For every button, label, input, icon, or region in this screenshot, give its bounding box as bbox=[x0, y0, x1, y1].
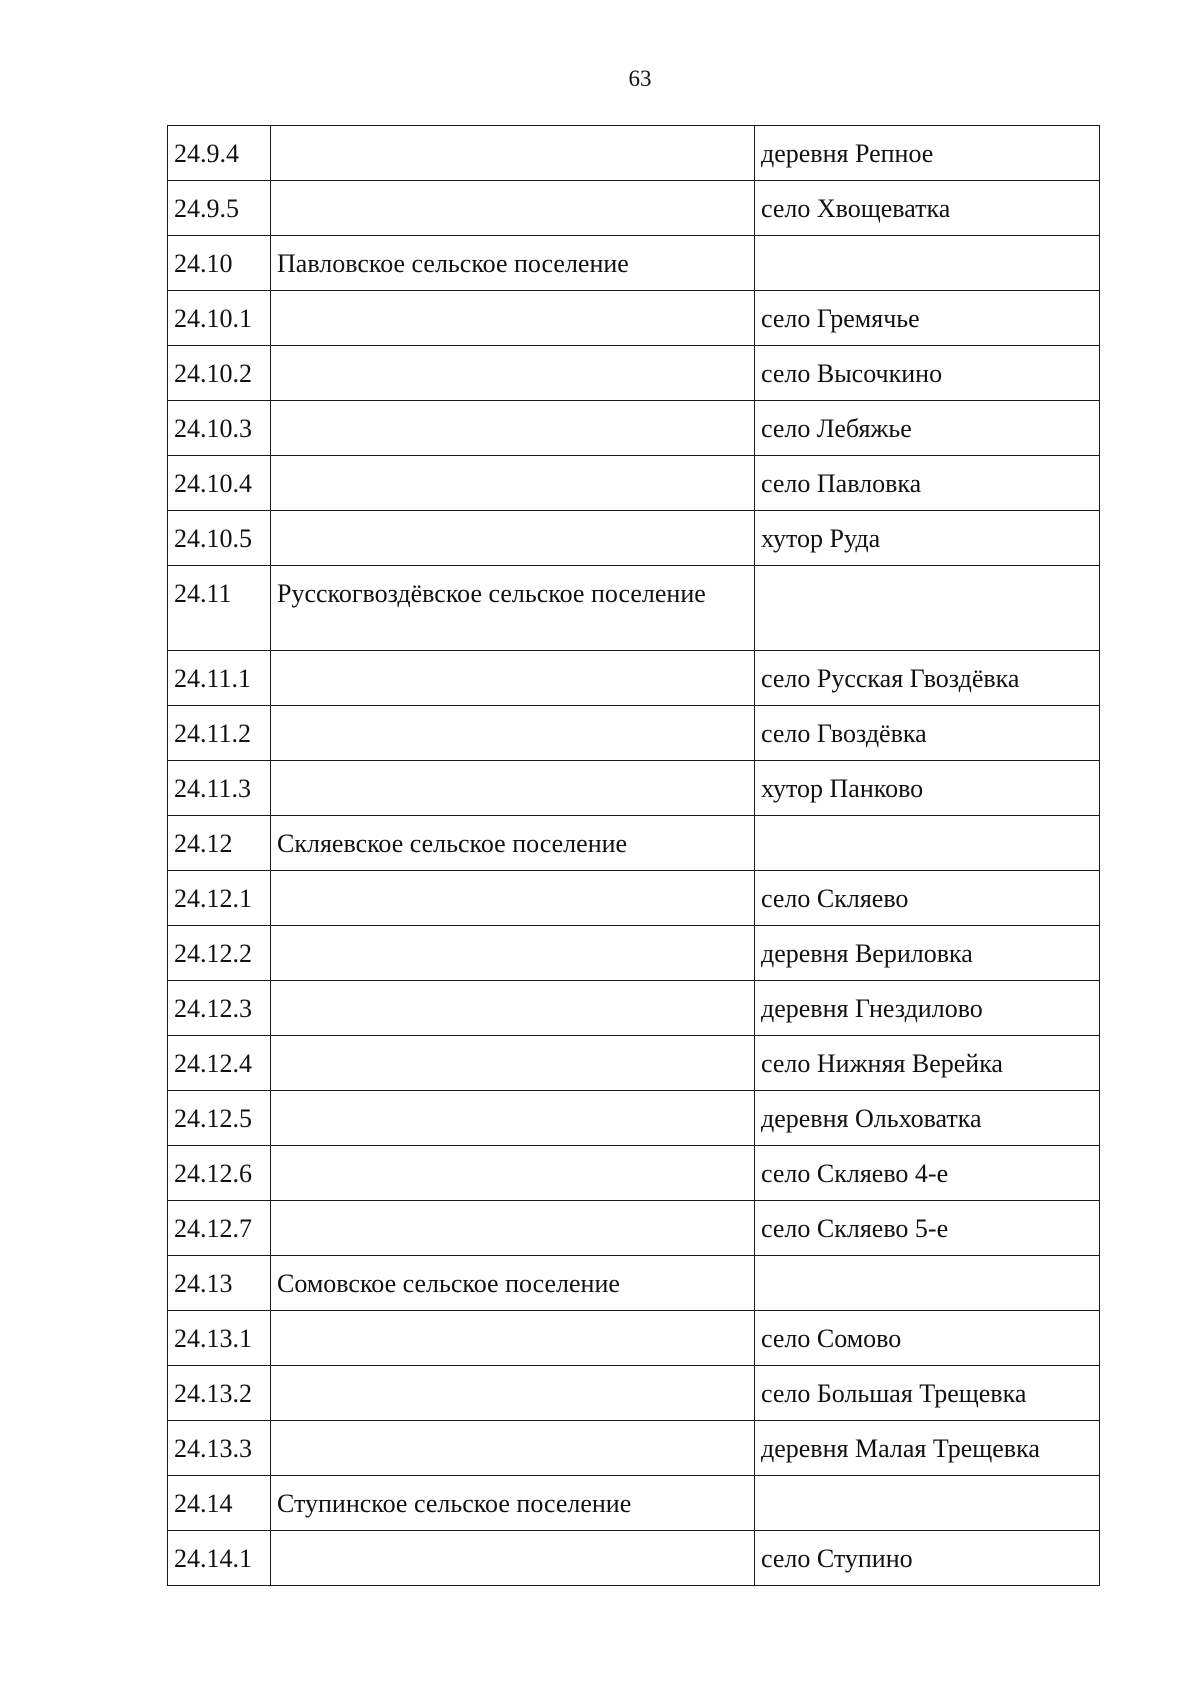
settlement-cell: Русскогвоздёвское сельское поселение bbox=[271, 566, 755, 651]
code-cell: 24.12.4 bbox=[168, 1036, 271, 1091]
table-row bbox=[168, 981, 1100, 1036]
table-row bbox=[168, 816, 1100, 871]
locality-cell: деревня Малая Трещевка bbox=[755, 1421, 1100, 1476]
settlement-cell bbox=[271, 1421, 755, 1476]
locality-cell: деревня Репное bbox=[755, 126, 1100, 181]
table-row bbox=[168, 1531, 1100, 1586]
settlement-cell bbox=[271, 511, 755, 566]
code-cell: 24.11.2 bbox=[168, 706, 271, 761]
settlement-cell bbox=[271, 871, 755, 926]
table-row bbox=[168, 511, 1100, 566]
code-cell: 24.13.3 bbox=[168, 1421, 271, 1476]
table-row bbox=[168, 566, 1100, 651]
locality-cell: село Хвощеватка bbox=[755, 181, 1100, 236]
table-row bbox=[168, 1201, 1100, 1256]
locality-cell: село Павловка bbox=[755, 456, 1100, 511]
locality-cell bbox=[755, 1476, 1100, 1531]
code-cell: 24.10 bbox=[168, 236, 271, 291]
table-row bbox=[168, 1256, 1100, 1311]
settlement-cell bbox=[271, 1201, 755, 1256]
code-cell: 24.9.4 bbox=[168, 126, 271, 181]
table-row bbox=[168, 181, 1100, 236]
table-row bbox=[168, 456, 1100, 511]
settlement-cell: Сомовское сельское поселение bbox=[271, 1256, 755, 1311]
locality-cell: село Скляево bbox=[755, 871, 1100, 926]
table-row bbox=[168, 346, 1100, 401]
settlement-cell bbox=[271, 1531, 755, 1586]
table-row bbox=[168, 291, 1100, 346]
table-row bbox=[168, 761, 1100, 816]
code-cell: 24.12.7 bbox=[168, 1201, 271, 1256]
settlement-cell bbox=[271, 181, 755, 236]
settlement-cell bbox=[271, 1366, 755, 1421]
code-cell: 24.11.1 bbox=[168, 651, 271, 706]
table-row bbox=[168, 926, 1100, 981]
settlement-cell bbox=[271, 126, 755, 181]
code-cell: 24.12.5 bbox=[168, 1091, 271, 1146]
code-cell: 24.13 bbox=[168, 1256, 271, 1311]
settlement-cell bbox=[271, 706, 755, 761]
table-row bbox=[168, 401, 1100, 456]
table-row bbox=[168, 1146, 1100, 1201]
code-cell: 24.13.1 bbox=[168, 1311, 271, 1366]
locality-cell: село Большая Трещевка bbox=[755, 1366, 1100, 1421]
code-cell: 24.12 bbox=[168, 816, 271, 871]
locality-cell: село Нижняя Верейка bbox=[755, 1036, 1100, 1091]
table-row bbox=[168, 871, 1100, 926]
settlement-cell bbox=[271, 291, 755, 346]
code-cell: 24.10.3 bbox=[168, 401, 271, 456]
settlements-table bbox=[167, 125, 1100, 1586]
locality-cell: хутор Панково bbox=[755, 761, 1100, 816]
code-cell: 24.12.3 bbox=[168, 981, 271, 1036]
settlement-cell bbox=[271, 1146, 755, 1201]
locality-cell: село Русская Гвоздёвка bbox=[755, 651, 1100, 706]
locality-cell bbox=[755, 236, 1100, 291]
locality-cell: хутор Руда bbox=[755, 511, 1100, 566]
locality-cell bbox=[755, 566, 1100, 651]
settlement-cell bbox=[271, 1311, 755, 1366]
table-row bbox=[168, 651, 1100, 706]
locality-cell: село Скляево 5-е bbox=[755, 1201, 1100, 1256]
code-cell: 24.11 bbox=[168, 566, 271, 651]
settlement-cell bbox=[271, 401, 755, 456]
table-row bbox=[168, 1421, 1100, 1476]
locality-cell: село Высочкино bbox=[755, 346, 1100, 401]
table-row bbox=[168, 706, 1100, 761]
table-row bbox=[168, 126, 1100, 181]
locality-cell: село Ступино bbox=[755, 1531, 1100, 1586]
table-row bbox=[168, 1366, 1100, 1421]
settlement-cell bbox=[271, 761, 755, 816]
table-row bbox=[168, 1476, 1100, 1531]
settlement-cell: Павловское сельское поселение bbox=[271, 236, 755, 291]
code-cell: 24.14.1 bbox=[168, 1531, 271, 1586]
locality-cell: село Скляево 4-е bbox=[755, 1146, 1100, 1201]
code-cell: 24.10.2 bbox=[168, 346, 271, 401]
settlement-cell bbox=[271, 1091, 755, 1146]
locality-cell bbox=[755, 1256, 1100, 1311]
code-cell: 24.10.1 bbox=[168, 291, 271, 346]
settlement-cell bbox=[271, 651, 755, 706]
code-cell: 24.12.2 bbox=[168, 926, 271, 981]
table-row bbox=[168, 236, 1100, 291]
locality-cell: село Гремячье bbox=[755, 291, 1100, 346]
locality-cell: деревня Вериловка bbox=[755, 926, 1100, 981]
locality-cell: село Сомово bbox=[755, 1311, 1100, 1366]
table-row bbox=[168, 1311, 1100, 1366]
code-cell: 24.10.5 bbox=[168, 511, 271, 566]
settlement-cell bbox=[271, 926, 755, 981]
locality-cell: деревня Ольховатка bbox=[755, 1091, 1100, 1146]
settlement-cell bbox=[271, 981, 755, 1036]
settlement-cell: Скляевское сельское поселение bbox=[271, 816, 755, 871]
table-row bbox=[168, 1036, 1100, 1091]
locality-cell bbox=[755, 816, 1100, 871]
code-cell: 24.13.2 bbox=[168, 1366, 271, 1421]
locality-cell: деревня Гнездилово bbox=[755, 981, 1100, 1036]
settlement-cell bbox=[271, 1036, 755, 1091]
code-cell: 24.14 bbox=[168, 1476, 271, 1531]
table-body bbox=[168, 126, 1100, 1586]
code-cell: 24.9.5 bbox=[168, 181, 271, 236]
settlement-cell bbox=[271, 346, 755, 401]
code-cell: 24.11.3 bbox=[168, 761, 271, 816]
locality-cell: село Гвоздёвка bbox=[755, 706, 1100, 761]
page-number: 63 bbox=[628, 66, 652, 91]
settlement-cell: Ступинское сельское поселение bbox=[271, 1476, 755, 1531]
code-cell: 24.12.1 bbox=[168, 871, 271, 926]
code-cell: 24.12.6 bbox=[168, 1146, 271, 1201]
settlement-cell bbox=[271, 456, 755, 511]
code-cell: 24.10.4 bbox=[168, 456, 271, 511]
locality-cell: село Лебяжье bbox=[755, 401, 1100, 456]
table-row bbox=[168, 1091, 1100, 1146]
